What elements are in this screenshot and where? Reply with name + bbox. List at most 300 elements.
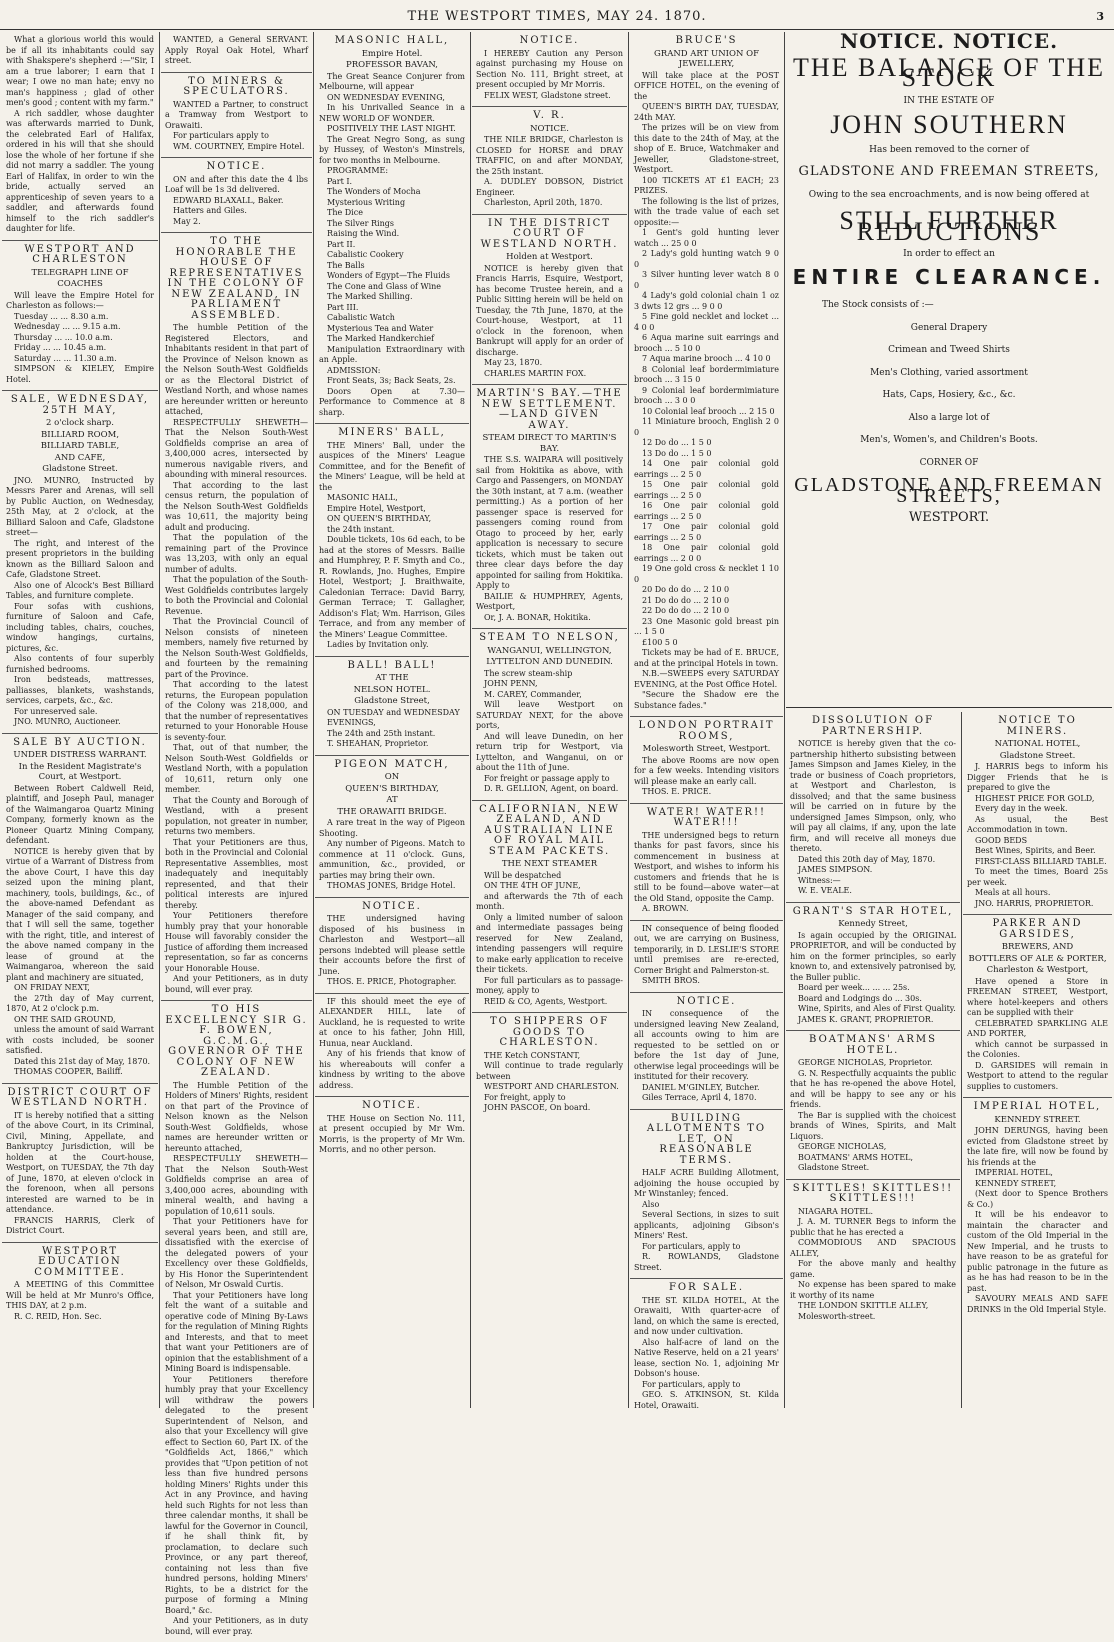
ad-text: Or, J. A. BONAR, Hokitika. <box>484 612 591 622</box>
ad-text: Manipulation Extraordinary with an Apple. <box>319 344 465 364</box>
ad-text: For particulars apply to <box>173 131 269 140</box>
ad-text: 14 One pair colonial gold earrings ... 2 5 0 <box>634 459 779 479</box>
ad-text: The Marked Handkerchief <box>327 334 435 343</box>
stock-item: Hats, Caps, Hosiery, &c., &c. <box>882 390 1016 400</box>
ad-text: Mysterious Tea and Water <box>327 323 434 333</box>
ad-heading: TO THE HONORABLE THE HOUSE OF REPRESENTATIVES IN THE COLONY OF NEW ZEALAND, IN PARLIAMENT ASSEMBLED. <box>167 236 306 321</box>
ad-text: That the Provincial Council of Nelson consists of nineteen members, namely five returned by the Nelson South-West Goldfields, and fourteen by the remaining part of the Province. <box>165 617 308 679</box>
ad-subheading: 2 o'clock sharp. <box>46 418 114 428</box>
ad-text: WESTPORT AND CHARLESTON. <box>484 1082 619 1091</box>
ad-text: As usual, the Best Accommodation in town. <box>967 814 1108 834</box>
ad-text: Cabalistic Watch <box>327 313 395 322</box>
ad-text: 11 Miniature brooch, English 2 0 0 <box>634 417 779 437</box>
advertisement <box>963 712 1112 915</box>
ad-text: For particulars, apply to <box>642 1241 741 1251</box>
ad-subheading: QUEEN'S BIRTHDAY, <box>345 783 439 794</box>
ad-text: JNO. MUNRO, Instructed by Messrs Parer and Arenas, will sell by Public Auction, on Wednesday, 25th May, at 2 o'clock, at the Billiard Saloon and Cafe, Gladstone street— <box>6 475 154 537</box>
ad-text: "Secure the Shadow ere the Substance fades." <box>634 690 779 710</box>
ad-text: Double tickets, 10s 6d each, to be had at the stores of Messrs. Bailie and Humphrey, P. F. Smyth and Co., R. Rowlands, Jno. Hughes, Empire Hotel, Westport; J. Braithwaite, Caledonian Terrace: David Barry, German Terrace; T. Gallagher, Addison's Flat; Wm. Harrison, Giles Terrace, and from any member of the Miners' League Committee. <box>319 535 465 639</box>
ad-heading: NOTICE. <box>206 161 267 172</box>
ad-text: 22 Do do do ... 2 10 0 <box>642 606 730 615</box>
ad-text: THE undersigned begs to return thanks for past favors, since his commencement in business at Westport, and wishes to inform his customers and friends that he is still to be found—above water—at the Old Stand, opposite the Camp. <box>634 830 779 903</box>
ad-text: THOMAS COOPER, Bailiff. <box>14 1067 123 1076</box>
ad-subheading: Holden at Westport. <box>506 252 593 262</box>
ad-text: Molesworth-street. <box>798 1311 876 1321</box>
ad-text: Also one of Alcock's Best Billiard Tables, and furniture complete. <box>6 580 154 600</box>
ad-text: Tuesday ... ... 8.30 a.m. <box>14 311 109 321</box>
ad-text: That the population of the South-West Goldfields contributes largely to both the Provincial and Colonial Revenue. <box>165 575 308 616</box>
ad-text: 19 One gold cross & necklet 1 10 0 <box>634 564 779 584</box>
ad-heading: NOTICE. <box>676 995 737 1007</box>
ad-text: NIAGARA HOTEL. <box>798 1206 874 1216</box>
ad-text: For the above manly and healthy game. <box>790 1259 956 1279</box>
ad-heading: BALL! BALL! <box>347 659 437 671</box>
ad-text: FRANCIS HARRIS, Clerk of District Court. <box>6 1215 154 1235</box>
stock-item: Crimean and Tweed Shirts <box>888 345 1010 355</box>
ad-text: POSITIVELY THE LAST NIGHT. <box>327 124 456 133</box>
ad-heading: WESTPORT EDUCATION COMMITTEE. <box>34 1245 126 1278</box>
advertisement <box>472 385 627 629</box>
ad-text: unless the amount of said Warrant with costs included, be sooner satisfied. <box>6 1025 154 1055</box>
ad-text: IMPERIAL HOTEL, <box>975 1168 1053 1177</box>
john-southern: JOHN SOUTHERN <box>830 110 1068 139</box>
column-4 <box>472 32 627 1408</box>
ad-heading: TO SHIPPERS OF GOODS TO CHARLESTON. <box>489 1016 610 1048</box>
ad-text: THE Miners' Ball, under the auspices of the Miners' League Committee, and for the Benefit of the Miners' League, will be held at the <box>319 440 465 492</box>
ad-text: The screw steam-ship <box>484 668 573 678</box>
ad-subheading: AT THE <box>375 673 409 683</box>
ad-text: IN consequence of the undersigned leaving New Zealand, all accounts owing to him are requested to be settled on or before the 1st day of June, otherwise legal proceedings will be instituted for their recovery. <box>634 1009 779 1081</box>
ad-text: Will leave the Empire Hotel for Charleston as follows:— <box>6 290 154 310</box>
ad-text: N.B.—SWEEPS every SATURDAY EVENING, at the Post Office Hotel. <box>634 669 779 689</box>
ad-text: Front Seats, 3s; Back Seats, 2s. <box>327 376 456 385</box>
ad-text: PROGRAMME: <box>327 166 389 175</box>
ad-text: And your Petitioners, as in duty bound, will ever pray. <box>165 1616 308 1636</box>
ad-text: And your Petitioners, as in duty bound, will ever pray. <box>165 974 308 994</box>
column-2 <box>161 32 312 1636</box>
ad-text: Any number of Pigeons. Match to commence at 11 o'clock. Guns, ammunition, &c., provided, or parties may bring their own. <box>319 839 465 880</box>
ad-text: ON WEDNESDAY EVENING, <box>327 92 445 102</box>
ad-text: BOATMANS' ARMS HOTEL, <box>798 1152 914 1162</box>
ad-text: The Wonders of Mocha <box>327 187 421 196</box>
ad-subheading: AND CAFE, <box>54 452 106 463</box>
ad-text: THOS. E. PRICE. <box>642 787 712 796</box>
ad-text: The following is the list of prizes, with the trade value of each set opposite:— <box>634 196 779 227</box>
ad-heading: V. R. <box>533 110 566 121</box>
ad-text: 23 One Masonic gold breast pin ... 1 5 0 <box>634 616 779 636</box>
ad-subheading: NELSON HOTEL. <box>353 684 431 695</box>
ad-subheading: COACHES <box>57 279 103 289</box>
ad-text: WANTED a Partner, to construct a Tramway from Westport to Orawaiti. <box>165 99 308 130</box>
ad-text: Saturday ... ... 11.30 a.m. <box>14 353 117 363</box>
column-6 <box>786 712 960 1408</box>
ad-text: Four sofas with cushions, furniture of Saloon and Cafe, including tables, chairs, couches, window hangings, curtains, pictures, &c. <box>6 601 154 653</box>
ad-heading: LONDON PORTRAIT ROOMS, <box>638 720 775 742</box>
ad-text: Will be despatched <box>484 870 562 880</box>
ad-text: THE ST. KILDA HOTEL, At the Orawaiti, With quarter-acre of land, on which the same is erected, and now under cultivation. <box>634 1295 779 1336</box>
advertisement <box>630 921 783 993</box>
ad-text: ON THE SAID GROUND, <box>14 1014 116 1024</box>
ad-subheading: BILLIARD ROOM, <box>40 429 120 440</box>
ad-text: For freight, apply to <box>484 1092 566 1102</box>
ad-text: JOHN PENN, <box>484 679 538 688</box>
ad-heading: BUILDING ALLOTMENTS TO LET, ON REASONABLE TERMS. <box>646 1112 767 1166</box>
ad-heading: PIGEON MATCH, <box>334 758 450 770</box>
ad-text: Also <box>642 1199 660 1209</box>
ad-heading: NOTICE. <box>362 900 422 912</box>
ad-text: 1 Gent's gold hunting lever watch ... 25 0 0 <box>634 228 779 248</box>
ad-text: R. C. REID, Hon. Sec. <box>14 1311 102 1321</box>
ad-text: Only a limited number of saloon and intermediate passages being reserved for New Zealand, intending passengers will require to make early application to receive their tickets. <box>476 912 623 974</box>
ad-text: RESPECTFULLY SHEWETH— That the Nelson South-West Goldfields comprise an area of 3,400,000 acres, abounding with mineral wealth, and having a population of 10,611 souls. <box>165 1154 308 1216</box>
ad-text: The humble Petition of the Registered Electors, and Inhabitants resident in that part of the Province of Nelson known as the Nelson South-West Goldfields or as the Electoral District of Westland North, and whose names are hereunder written or hereunto attached, <box>165 323 308 416</box>
ad-text: QUEEN'S BIRTH DAY, TUESDAY, 24th MAY. <box>634 102 779 122</box>
advertisement <box>315 424 469 657</box>
advertisement <box>472 801 627 1014</box>
stock-item: Men's, Women's, and Children's Boots. <box>860 435 1038 445</box>
advertisement <box>315 756 469 898</box>
removed-line: Has been removed to the corner of <box>869 144 1029 155</box>
ad-text: 10 Colonial leaf brooch ... 2 15 0 <box>642 406 775 416</box>
ad-text: Dated this 20th day of May, 1870. <box>798 854 936 864</box>
ad-subheading: BILLIARD TABLE, <box>40 441 120 451</box>
column-7 <box>963 712 1112 1408</box>
ad-text: A. DUDLEY DOBSON, District Engineer. <box>476 177 623 197</box>
ad-text: That according to the last census return, the population of the Nelson South-West Goldfields was 10,611, the majority being adult and producing. <box>165 480 308 532</box>
ad-text: Between Robert Caldwell Reid, plaintiff, and Joseph Paul, manager of the Waimangaroa Quartz Mining Company, formerly known as the Pioneer Quartz Mining Company, defendant. <box>6 783 154 845</box>
ad-text: That your Petitioners have for several years been, and still are, dissatisfied with the exercise of the delegated powers of your Excellency over these Goldfields, by His Honor the Superintendent of Nelson, Mr Oswald Curtis. <box>165 1217 308 1289</box>
advertisement <box>630 804 783 921</box>
ad-text: That your Petitioners have long felt the want of a suitable and operative code of Mining By-Laws for the regulation of Mining Rights and Interests, and that to meet that want your Petitioners are of opinion that the establishment of a Mining Board is indispensable. <box>165 1290 308 1373</box>
ad-text: The Balls <box>327 260 365 270</box>
ad-text: 20 Do do do ... 2 10 0 <box>642 585 730 594</box>
ad-text: And will leave Dunedin, on her return trip for Westport, via Lyttelton, and Wanganui, on or about the 11th of June. <box>476 731 623 772</box>
advertisement <box>315 994 469 1098</box>
ad-text: The above Rooms are now open for a few weeks. Intending visitors will please make an early call. <box>634 755 779 786</box>
ad-heading: TO MINERS & SPECULATORS. <box>183 75 290 97</box>
corner-street-names: GLADSTONE AND FREEMAN STREETS, <box>794 474 1104 507</box>
ad-text: THOS. E. PRICE, Photographer. <box>327 977 457 986</box>
ad-text: JNO. MUNRO, Auctioneer. <box>14 717 121 726</box>
ad-text: The right, and interest of the present proprietors in the building known as the Billiard Saloon and Cafe, Gladstone Street. <box>6 538 154 579</box>
ad-heading: TO HIS EXCELLENCY SIR G. F. BOWEN, G.C.M.G., GOVERNOR OF THE COLONY OF NEW ZEALAND. <box>165 1004 308 1078</box>
ad-text: THOMAS JONES, Bridge Hotel. <box>327 881 456 890</box>
newspaper-title: THE WESTPORT TIMES, MAY 24. 1870. <box>407 9 707 24</box>
advertisement <box>630 32 783 717</box>
advertisement <box>2 32 158 241</box>
ad-text: Your Petitioners therefore humbly pray that your honorable House will favorably consider the Justice of affording them increased representation, so far as concerns your Honorable House. <box>165 911 308 973</box>
ad-text: ADMISSION: <box>327 365 381 375</box>
advertisement <box>315 898 469 994</box>
ad-subheading: TELEGRAPH LINE OF <box>31 267 129 278</box>
advertisement <box>161 158 312 233</box>
advertisement <box>630 1279 783 1416</box>
ad-text: 12 Do do ... 1 5 0 <box>642 438 712 447</box>
ad-heading: WESTPORT AND CHARLESTON <box>24 243 136 265</box>
advertisement <box>315 1097 469 1161</box>
ad-text: (Next door to Spence Brothers & Co.) <box>967 1189 1108 1209</box>
ad-text: GEO. S. ATKINSON, St. Kilda Hotel, Orawaiti. <box>634 1390 779 1410</box>
advertisement <box>161 233 312 1001</box>
column-1 <box>2 32 158 1408</box>
advertisement <box>630 717 783 804</box>
ad-text: That according to the latest returns, the European population of the Colony was 218,000, and that the number of representatives returned to your Honorable House is seventy-four. <box>165 680 308 742</box>
westport: WESTPORT. <box>908 510 990 525</box>
ad-text: 6 Aqua marine suit earrings and brooch ... 5 10 0 <box>634 333 779 353</box>
ad-text: Also half-acre of land on the Native Reserve, held on a 21 years' lease, section No. 1, adjoining Mr Dobson's house. <box>634 1337 779 1378</box>
ad-subheading: UNDER DISTRESS WARRANT. <box>13 750 147 760</box>
ad-text: J. A. M. TURNER Begs to inform the public that he has erected a <box>790 1217 956 1237</box>
ad-subheading: Kennedy Street, <box>838 919 908 929</box>
ad-text: That your Petitioners are thus, both in the Provincial and Colonial Representative Assemblies, most inadequately and inequitably represented, and that their political interests are injured thereby. <box>165 837 308 910</box>
ad-text: Giles Terrace, April 4, 1870. <box>642 1093 757 1102</box>
ad-text: A MEETING of this Committee Will be held at Mr Munro's Office, THIS DAY, at 2 p.m. <box>6 1280 154 1310</box>
ad-text: The Humble Petition of the Holders of Miners' Rights, resident on that part of the Province of Nelson known as the Nelson South-West Goldfields, whose names are hereunder written or hereunto attached, <box>165 1080 309 1153</box>
advertisement <box>161 73 312 159</box>
ad-text: Have opened a Store in FREEMAN STREET, Westport, where hotel-keepers and others can be supplied with their <box>967 976 1108 1017</box>
ad-text: May 2. <box>173 216 201 226</box>
ad-subheading: BOTTLERS OF ALE & PORTER, <box>968 953 1107 964</box>
ad-heading: FOR SALE. <box>668 1282 745 1293</box>
ad-subheading: KENNEDY STREET. <box>994 1114 1081 1125</box>
notice-heading: NOTICE. NOTICE. <box>839 29 1059 53</box>
ad-text: MASONIC HALL, <box>327 493 398 502</box>
advertisement <box>2 391 158 734</box>
ad-heading: NOTICE. <box>519 35 580 46</box>
ad-heading: IN THE DISTRICT COURT OF WESTLAND NORTH. <box>480 217 619 250</box>
ad-text: J. HARRIS begs to inform his Digger Friends that he is prepared to give the <box>967 762 1108 792</box>
stock-item: Also a large lot of <box>908 412 990 423</box>
advertisement <box>963 915 1112 1098</box>
advertisement <box>963 1098 1112 1320</box>
ad-text: ON THE 4TH OF JUNE, <box>484 881 581 890</box>
ad-text: IT is hereby notified that a sitting of the above Court, in its Criminal, Civil, Mining, Appellate, and Bankruptcy Jurisdiction, will be holden at the Court-house, Westport, on TUESDAY, the 7th day of June, 1870, at eleven o'clock in the forenoon, when all persons interested are warned to be in attendance. <box>6 1110 154 1214</box>
ad-heading: DISTRICT COURT OF WESTLAND NORTH. <box>7 1086 153 1108</box>
ad-text: Cabalistic Cookery <box>327 250 404 259</box>
ad-text: Witness:— <box>798 875 841 885</box>
ad-text: Dated this 21st day of May, 1870. <box>14 1056 151 1066</box>
ad-text: Ladies by Invitation only. <box>327 640 429 649</box>
stock-items <box>786 323 1112 446</box>
ad-text: A. BROWN. <box>642 904 689 913</box>
ad-heading: STEAM TO NELSON, <box>479 632 620 643</box>
ad-text: JOHN PASCOE, On board. <box>484 1103 591 1112</box>
entire-clearance: ENTIRE CLEARANCE. <box>792 264 1106 289</box>
ad-text: 9 Colonial leaf bordermimiature brooch ... 3 0 0 <box>634 385 779 405</box>
ad-heading: SALE BY AUCTION. <box>13 736 147 748</box>
ad-text: GEORGE NICHOLAS, <box>798 1142 887 1151</box>
ad-heading: WATER! WATER!! WATER!!! <box>646 806 767 828</box>
ad-text: Part III. <box>327 302 359 312</box>
ad-text: The Dice <box>327 208 363 217</box>
advertisement <box>786 1031 960 1180</box>
ad-subheading: BREWERS, AND <box>1001 942 1074 952</box>
ad-heading: MARTIN'S BAY.—THE NEW SETTLEMENT.—LAND GIVEN AWAY. <box>476 388 623 431</box>
ad-text: Hatters and Giles. <box>173 206 247 215</box>
ad-text: JNO. HARRIS, PROPRIETOR. <box>975 898 1094 908</box>
ad-text: ON TUESDAY and WEDNESDAY <box>327 707 460 717</box>
corner-streets: GLADSTONE AND FREEMAN STREETS, <box>798 164 1100 179</box>
advertisement <box>786 712 960 903</box>
ad-text: D. R. GELLION, Agent, on board. <box>484 784 619 793</box>
ad-text: THE NILE BRIDGE, Charleston is CLOSED for HORSE and DRAY TRAFFIC, on and after MONDAY, the 25th instant. <box>476 135 623 176</box>
ad-subheading: Empire Hotel. <box>361 48 423 59</box>
ad-text: GEORGE NICHOLAS, Proprietor. <box>798 1058 933 1067</box>
ad-text: THE LONDON SKITTLE ALLEY, <box>798 1301 929 1310</box>
estate-of: IN THE ESTATE OF <box>903 95 995 106</box>
ad-text: 18 One pair colonial gold earrings ... 2 0 0 <box>634 543 779 563</box>
ad-text: Doors Open at 7.30—Performance to Commence at 8 sharp. <box>319 386 465 417</box>
balance-of-stock: THE BALANCE OF THE STOCK <box>792 52 1106 92</box>
ad-text: IN consequence of being flooded out, we are carrying on Business, temporarily, in D. LESLIE'S STORE until premises are re-erected, Corner Bright and Palmerston-st. <box>634 923 779 975</box>
ad-text: 2 Lady's gold hunting watch 9 0 0 <box>634 249 779 269</box>
ad-text: Part II. <box>327 239 356 249</box>
ad-heading: DISSOLUTION OF PARTNERSHIP. <box>811 715 935 737</box>
ad-text: 8 Colonial leaf bordermimiature brooch ... 3 15 0 <box>634 364 779 384</box>
ad-text: 5 Fine gold necklet and locket ... 4 0 0 <box>634 312 779 332</box>
ad-text: G. N. Respectfully acquaints the public that he has re-opened the above Hotel, and will be happy to see any or his friends. <box>790 1068 956 1109</box>
ad-heading: SKITTLES! SKITTLES!! SKITTLES!!! <box>792 1182 954 1204</box>
ad-text: Best Wines, Spirits, and Beer. <box>975 846 1096 855</box>
ad-text: Your Petitioners therefore humbly pray that your Excellency will withdraw the powers delegated to the present Superintendent of Nelson, and also that your Excellency will give effect to Section 60, Part IX. of the "Goldfields Act, 1866," which provides that "Upon petition of not less than five hundred persons holding Miners' Rights under this Act in any Province, and having held such Rights for not less than three calendar months, it shall be lawful for the Governor in Council, if he shall think fit, by proclamation, to declare such Province, or any part thereof, containing not less than five hundred persons, holding Miners' Rights, to be a district for the purpose of forming a Mining Board," &c. <box>165 1374 308 1615</box>
ad-text: JOHN DERUNGS, having been evicted from Gladstone street by the late fire, will now be found by his friends at the <box>967 1126 1108 1167</box>
ad-heading: CALIFORNIAN, NEW ZEALAND, AND AUSTRALIAN LINE OF ROYAL MAIL STEAM PACKETS. <box>479 803 620 857</box>
stock-item: General Drapery <box>910 322 988 333</box>
ad-text: EDWARD BLAXALL, Baker. <box>173 195 284 205</box>
ad-text: KENNEDY STREET, <box>975 1178 1057 1188</box>
ad-text: The prizes will be on view from this date to the 24th of May, at the shop of E. Bruce, Watchmaker and Jeweller, Gladstone-street, Westport. <box>634 123 779 174</box>
stock-clearance-notice <box>786 29 1112 708</box>
ad-text: JAMES K. GRANT, PROPRIETOR. <box>798 1014 934 1024</box>
ad-text: THE undersigned having disposed of his business in Charleston and Westport—all persons indebted will please settle their accounts before the first of June. <box>319 914 465 976</box>
ad-subheading: PROFESSOR BAVAN, <box>345 60 438 70</box>
ad-text: Wine, Spirits, and Ales of First Quality. <box>798 1004 956 1013</box>
ad-text: the 24th instant. <box>327 524 395 534</box>
ad-text: THE S.S. WAIPARA will positively sail from Hokitika as above, with Cargo and Passengers, on MONDAY the 30th instant, at 7 a.m. (weather permitting.) As a portion of her passenger space is reserved for passengers coming round from Otago to proceed by her, early application is necessary to secure tickets, which must be taken out three clear days before the day appointed for sailing from Hokitika. Apply to <box>476 455 623 590</box>
ad-text: Will leave Westport on SATURDAY NEXT, for the above ports, <box>476 700 623 730</box>
ad-text: Is again occupied by the ORIGINAL PROPRIETOR, and will be conducted by him on the former principles, so early known to, and extensively patronised by, the Buller public. <box>790 930 956 982</box>
ad-text: EVENINGS, <box>327 718 376 727</box>
advertisement <box>2 734 158 1084</box>
ad-text: For full particulars as to passage-money, apply to <box>476 975 623 995</box>
ad-text: To meet the times, Board 25s per week. <box>967 867 1108 887</box>
advertisement <box>472 215 627 386</box>
ad-text: D. GARSIDES will remain in Westport to attend to the regular supplies to customers. <box>967 1060 1108 1091</box>
ad-heading: IMPERIAL HOTEL, <box>973 1101 1102 1112</box>
advertisement <box>161 1001 312 1642</box>
ad-text: Mysterious Writing <box>327 197 406 207</box>
ad-text: The Great Seance Conjurer from Melbourne, will appear <box>319 71 465 91</box>
ad-text: Any of his friends that know of his whereabouts will confer a kindness by writing to the above address. <box>319 1049 465 1090</box>
ad-heading: NOTICE. <box>362 1100 422 1111</box>
ad-text: R. ROWLANDS, Gladstone Street. <box>634 1252 779 1272</box>
ad-text: The Marked Shilling. <box>327 292 413 301</box>
further-reductions: STILL FURTHER REDUCTIONS <box>839 206 1059 246</box>
ad-text: 3 Silver hunting lever watch 8 0 0 <box>634 270 779 290</box>
ad-text: Tickets may be had of E. BRUCE, and at the principal Hotels in town. <box>634 648 779 668</box>
ad-heading: MASONIC HALL, <box>334 35 450 46</box>
ad-text: Thursday ... ... 10.0 a.m. <box>14 332 113 342</box>
ad-text: £100 5 0 <box>642 637 678 647</box>
ad-subheading: ON <box>384 772 400 782</box>
ad-text: CHARLES MARTIN FOX. <box>484 368 587 378</box>
ad-text: 7 Aqua marine brooch ... 4 10 0 <box>642 354 771 363</box>
ad-text: Charleston, April 20th, 1870. <box>484 198 603 207</box>
ad-subheading: STEAM DIRECT TO MARTIN'S BAY. <box>482 433 617 454</box>
ad-subheading: NOTICE. <box>530 123 569 134</box>
ad-heading: PARKER AND GARSIDES, <box>992 918 1083 940</box>
ad-heading: MINERS' BALL, <box>338 427 446 438</box>
ad-text: REID & CO, Agents, Westport. <box>484 996 608 1006</box>
ad-text: Empire Hotel, Westport, <box>327 503 426 513</box>
advertisement <box>786 903 960 1032</box>
ad-text: For unreserved sale. <box>14 706 98 716</box>
ad-text: A rich saddler, whose daughter was afterwards married to Dunk, the celebrated Earl of Halifax, ordered in his will that she should lose the whole of her fortune if she did not marry a saddler. The young Earl of Halifax, in order to win the bride, actually served an apprenticeship of seven years to a saddler, and afterwards found himself to the rich saddler's daughter for life. <box>6 108 154 233</box>
ad-subheading: Charleston & Westport, <box>986 965 1089 975</box>
ad-text: W. E. VEALE. <box>798 886 852 895</box>
ad-text: For freight or passage apply to <box>484 773 610 783</box>
ad-text: Friday ... ... 10.45 a.m. <box>14 343 107 352</box>
ad-subheading: In the Resident Magistrate's Court, at Westport. <box>18 761 142 782</box>
ad-text: NOTICE is hereby given that by virtue of a Warrant of Distress from the above Court, I have this day seized upon the mining plant, machinery, tools, buildings, &c., of the above-named Defendant as Manager of the said company, and that I will sell the same, together with the right, title, and interest of the above named company in the lease of ground at the Waimangaroa, whereon the said plant and machinery are situated, <box>6 846 154 982</box>
ad-text: HIGHEST PRICE FOR GOLD, <box>975 793 1095 803</box>
ad-subheading: Gladstone Street, <box>354 696 430 706</box>
ad-text: That the population of the remaining part of the Province was 13,203, with only an equal number of adults. <box>165 533 308 574</box>
ad-text: 15 One pair colonial gold earrings ... 2 5 0 <box>634 480 779 500</box>
advertisement <box>786 1180 960 1328</box>
ad-text: M. CAREY, Commander, <box>484 689 582 699</box>
ad-text: SMITH BROS. <box>642 976 700 985</box>
ad-text: Will continue to trade regularly between <box>476 1061 623 1081</box>
ad-text: THE Ketch CONSTANT, <box>484 1050 581 1060</box>
stock-item: Men's Clothing, varied assortment <box>870 367 1028 378</box>
advertisement <box>630 993 783 1110</box>
ad-text: HALF ACRE Building Allotment, adjoining the house occupied by Mr Winstanley; fenced. <box>634 1168 779 1198</box>
ad-text: Board and Lodgings do ... 30s. <box>798 993 922 1003</box>
ad-text: Gladstone Street. <box>798 1163 870 1172</box>
ad-subheading: THE NEXT STEAMER <box>501 859 598 869</box>
ad-text: For particulars, apply to <box>642 1379 741 1389</box>
advertisement <box>472 32 627 107</box>
ad-text: Also contents of four superbly furnished bedrooms. <box>6 654 154 674</box>
ad-text: Meals at all hours. <box>975 888 1051 897</box>
ad-text: That the County and Borough of Westland, with a present population, not greater in number, returns two members. <box>165 795 308 836</box>
ad-text: JAMES SIMPSON. <box>798 865 873 874</box>
ad-text: BAILIE & HUMPHREY, Agents, Westport, <box>476 591 623 611</box>
ad-text: DANIEL M'GINLEY, Butcher. <box>642 1082 760 1092</box>
ad-heading: BOATMANS' ARMS HOTEL. <box>809 1034 937 1056</box>
advertisement <box>630 1110 783 1280</box>
ad-text: May 23, 1870. <box>484 358 543 367</box>
ad-text: Several Sections, in sizes to suit applicants, adjoining Gibson's Miners' Rest. <box>634 1210 779 1240</box>
ad-heading: NOTICE TO MINERS. <box>998 715 1077 737</box>
ad-text: Wednesday ... ... 9.15 a.m. <box>14 322 121 331</box>
ad-text: WM. COURTNEY, Empire Hotel. <box>173 141 305 151</box>
ad-text: The Silver Rings <box>327 218 394 228</box>
advertisement <box>315 32 469 424</box>
ad-subheading: Gladstone Street. <box>42 464 118 474</box>
ad-text: GOOD BEDS <box>975 835 1028 845</box>
ad-text: No expense has been spared to make it worthy of its name <box>790 1280 956 1300</box>
ad-subheading: Gladstone Street. <box>999 750 1076 761</box>
ad-subheading: THE ORAWAITI BRIDGE. <box>337 806 447 817</box>
ad-text: In his Unrivalled Seance in a NEW WORLD OF WONDER. <box>319 103 465 123</box>
stock-consists: The Stock consists of :— <box>822 300 934 310</box>
ad-text: Wonders of Egypt—The Fluids <box>327 271 450 280</box>
ad-text: the 27th day of May current, 1870, At 2 o'clock p.m. <box>6 993 154 1013</box>
ad-text: NOTICE is hereby given that Francis Harris, Esquire, Westport, has become Trustee herein, and a Public Sitting herein will be held on Tuesday, the 7th June, 1870, at the Court-house, Westport, at 11 o'clock in the forenoon, when Bankrupt will apply for an order of discharge. <box>476 263 623 357</box>
advertisement <box>472 629 627 801</box>
